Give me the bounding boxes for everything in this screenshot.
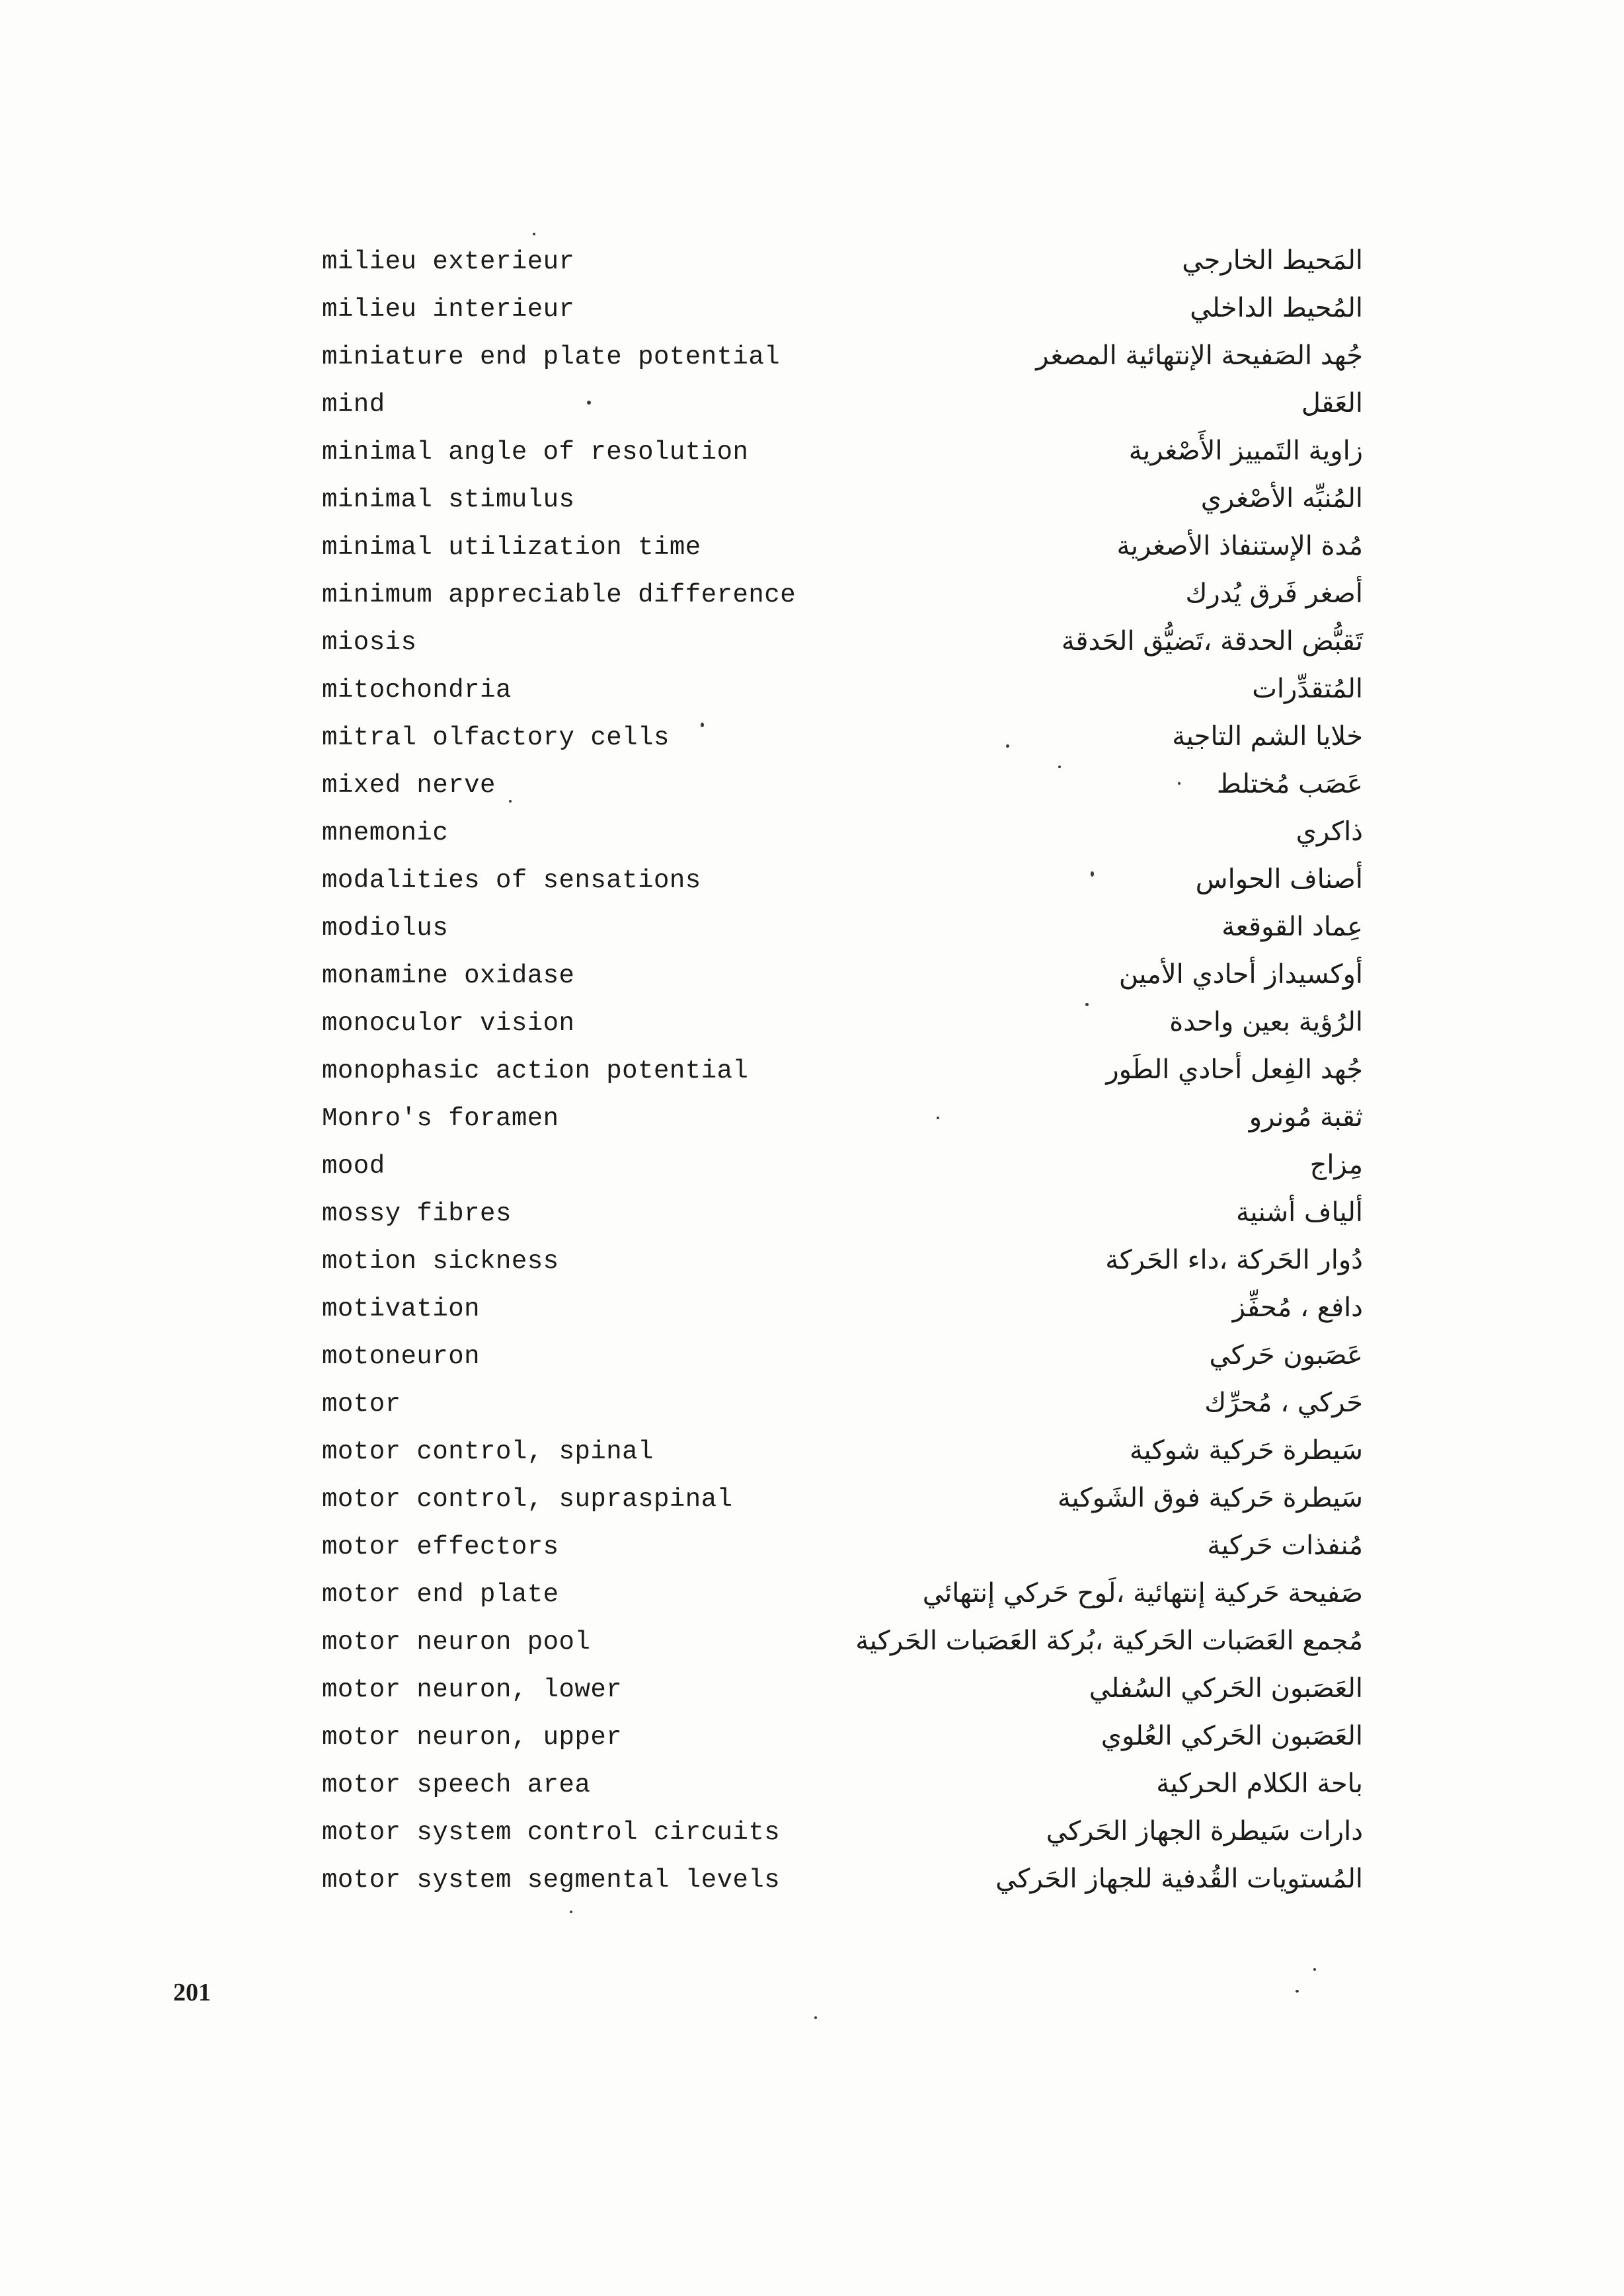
- glossary-entry: [0, 1476, 1624, 1523]
- arabic-term: أصناف الحواس: [1195, 864, 1363, 894]
- arabic-term: تَقبُّض الحدقة ،تَضيُّق الحَدقة: [1061, 626, 1363, 656]
- arabic-term: جُهد الصَفيحة الإنتهائية المصغر: [1036, 340, 1363, 371]
- english-term: mnemonic: [322, 818, 449, 848]
- arabic-term: المُنبِّه الأصْغري: [1200, 483, 1363, 514]
- english-term: motor control, spinal: [322, 1437, 654, 1466]
- glossary-entry: [0, 428, 1624, 476]
- arabic-term: المُستويات القُدفية للجهاز الحَركي: [995, 1864, 1363, 1894]
- english-term: modalities of sensations: [322, 866, 701, 895]
- english-term: mixed nerve: [322, 771, 496, 800]
- glossary-entry: [0, 524, 1624, 571]
- glossary-entry: [0, 1523, 1624, 1571]
- glossary-entry: [0, 1333, 1624, 1380]
- glossary-entry: [0, 286, 1624, 333]
- english-term: Monro's foramen: [322, 1104, 559, 1133]
- english-term: mitochondria: [322, 676, 512, 705]
- glossary-entry: [0, 857, 1624, 904]
- glossary-entry: [0, 619, 1624, 666]
- english-term: milieu exterieur: [322, 247, 575, 276]
- arabic-term: صَفيحة حَركية إنتهائية ،لَوح حَركي إنتهائي: [922, 1578, 1363, 1608]
- arabic-term: مُدة الإستنفاذ الأصغرية: [1116, 531, 1363, 561]
- glossary-entry: [0, 1000, 1624, 1047]
- arabic-term: ثقبة مُونرو: [1249, 1102, 1363, 1132]
- glossary-entry: [0, 1428, 1624, 1476]
- glossary-entry: [0, 1714, 1624, 1761]
- glossary-entry: [0, 571, 1624, 619]
- scan-speck: [1085, 1003, 1089, 1006]
- glossary-entries: [0, 238, 1624, 1904]
- english-term: motor system segmental levels: [322, 1866, 781, 1895]
- english-term: miosis: [322, 628, 417, 657]
- glossary-entry: [0, 333, 1624, 381]
- arabic-term: عِماد القوقعة: [1221, 912, 1363, 942]
- glossary-entry: [0, 1666, 1624, 1714]
- glossary-entry: [0, 1190, 1624, 1238]
- scan-speck: [1058, 766, 1061, 768]
- glossary-entry: [0, 476, 1624, 524]
- glossary-entry: [0, 1285, 1624, 1333]
- scan-speck: [587, 401, 591, 405]
- english-term: motor neuron pool: [322, 1628, 591, 1657]
- scan-speck: [1091, 871, 1094, 877]
- english-term: motoneuron: [322, 1342, 481, 1371]
- arabic-term: جُهد الفِعل أحادي الطَور: [1106, 1054, 1363, 1085]
- scan-speck: [814, 2016, 817, 2019]
- arabic-term: العَقل: [1301, 388, 1363, 418]
- english-term: motor neuron, lower: [322, 1675, 623, 1704]
- arabic-term: سَيطرة حَركية فوق الشَوكية: [1058, 1483, 1363, 1513]
- english-term: motor neuron, upper: [322, 1723, 623, 1752]
- glossary-entry: [0, 1809, 1624, 1856]
- arabic-term: العَصَبون الحَركي السُفلي: [1089, 1673, 1363, 1704]
- english-term: mitral olfactory cells: [322, 723, 670, 752]
- arabic-term: زاوية التَمييز الأَصْغرية: [1128, 436, 1363, 466]
- english-term: motivation: [322, 1294, 481, 1324]
- english-term: miniature end plate potential: [322, 342, 781, 372]
- scan-speck: [701, 723, 704, 727]
- scan-speck: [1006, 744, 1009, 748]
- arabic-term: العَصَبون الحَركي العُلوي: [1101, 1721, 1363, 1751]
- glossary-entry: [0, 1142, 1624, 1190]
- glossary-entry: [0, 1380, 1624, 1428]
- arabic-term: ذاكري: [1295, 816, 1363, 847]
- scan-speck: [509, 800, 512, 803]
- arabic-term: أوكسيداز أحادي الأمين: [1118, 959, 1363, 990]
- arabic-term: دافع ، مُحفِّز: [1232, 1292, 1363, 1323]
- glossary-entry: [0, 1571, 1624, 1618]
- glossary-entry: [0, 1761, 1624, 1809]
- glossary-entry: [0, 904, 1624, 952]
- glossary-entry: [0, 238, 1624, 286]
- english-term: motor effectors: [322, 1532, 559, 1562]
- glossary-entry: [0, 1095, 1624, 1142]
- arabic-term: حَركي ، مُحرِّك: [1204, 1388, 1363, 1418]
- arabic-term: عَصَب مُختلط: [1216, 769, 1363, 799]
- scan-speck: [1295, 1990, 1299, 1993]
- glossary-entry: [0, 809, 1624, 857]
- english-term: modiolus: [322, 914, 449, 943]
- scan-speck: [1178, 782, 1180, 785]
- arabic-term: باحة الكلام الحركية: [1156, 1768, 1363, 1799]
- glossary-entry: [0, 714, 1624, 762]
- arabic-term: دارات سَيطرة الجهاز الحَركي: [1046, 1816, 1363, 1846]
- english-term: motor control, supraspinal: [322, 1485, 733, 1514]
- glossary-entry: [0, 1238, 1624, 1285]
- arabic-term: سَيطرة حَركية شوكية: [1130, 1435, 1363, 1466]
- english-term: monoculor vision: [322, 1009, 575, 1038]
- arabic-term: مُنفذات حَركية: [1207, 1530, 1363, 1561]
- arabic-term: مِزاج: [1309, 1150, 1363, 1180]
- glossary-entry: [0, 1856, 1624, 1904]
- english-term: mood: [322, 1152, 385, 1181]
- arabic-term: المُحيط الداخلي: [1190, 293, 1363, 323]
- english-term: motor speech area: [322, 1770, 591, 1800]
- english-term: motor end plate: [322, 1580, 559, 1609]
- glossary-entry: [0, 381, 1624, 428]
- english-term: monophasic action potential: [322, 1056, 749, 1086]
- glossary-entry: [0, 1618, 1624, 1666]
- scan-speck: [937, 1117, 939, 1119]
- glossary-entry: [0, 666, 1624, 714]
- english-term: minimal angle of resolution: [322, 438, 749, 467]
- arabic-term: خلايا الشم التاجية: [1172, 721, 1363, 752]
- scan-speck: [1313, 1968, 1316, 1971]
- english-term: monamine oxidase: [322, 961, 575, 990]
- english-term: minimal stimulus: [322, 485, 575, 514]
- english-term: minimal utilization time: [322, 533, 701, 562]
- arabic-term: دُوار الحَركة ،داء الحَركة: [1105, 1245, 1363, 1275]
- arabic-term: أصغر فَرق يُدرك: [1185, 578, 1363, 609]
- english-term: motor system control circuits: [322, 1818, 781, 1847]
- english-term: mossy fibres: [322, 1199, 512, 1228]
- arabic-term: مُجمع العَصَبات الحَركية ،بُركة العَصَبات الحَركية: [855, 1626, 1363, 1656]
- glossary-entry: [0, 1047, 1624, 1095]
- arabic-term: الرُؤية بعين واحدة: [1169, 1007, 1363, 1037]
- english-term: milieu interieur: [322, 295, 575, 324]
- arabic-term: المَحيط الخارجي: [1182, 245, 1363, 276]
- english-term: minimum appreciable difference: [322, 580, 796, 610]
- glossary-entry: [0, 952, 1624, 1000]
- english-term: motion sickness: [322, 1247, 559, 1276]
- arabic-term: ألياف أشنية: [1236, 1197, 1363, 1228]
- english-term: mind: [322, 390, 385, 419]
- scan-speck: [533, 233, 535, 235]
- arabic-term: عَصَبون حَركي: [1209, 1340, 1363, 1370]
- scan-speck: [570, 1911, 572, 1913]
- english-term: motor: [322, 1390, 401, 1419]
- glossary-entry: [0, 762, 1624, 809]
- arabic-term: المُتقدِّرات: [1252, 674, 1363, 704]
- page-number: 201: [173, 1979, 211, 2006]
